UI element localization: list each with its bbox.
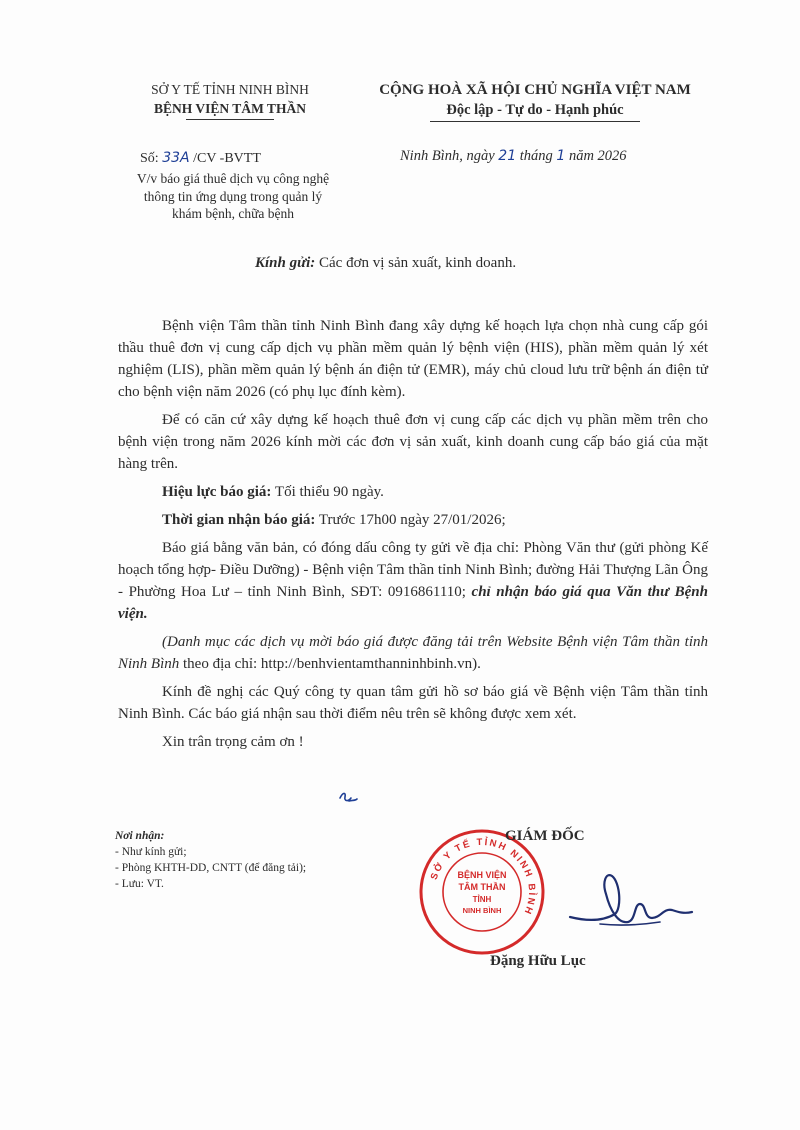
signer-name: Đặng Hữu Lục (490, 953, 586, 969)
hospital-underline (186, 119, 274, 120)
paragraph-website (118, 631, 708, 675)
motto-underline (430, 121, 640, 122)
document-number (140, 150, 261, 167)
date-month-label: tháng (519, 148, 553, 164)
hospital-name: BỆNH VIỆN TÂM THẦN (154, 101, 306, 116)
date-month: 1 (556, 148, 566, 164)
address-text: Báo giá bằng văn bản, có đóng dấu công ty gửi về địa chỉ: Phòng Văn thư (gửi phòng Kế hoạch tổng hợp- Điều Dưỡng) - Bệnh viện Tâm thần tỉnh Ninh Bình; đường Hải Thượng Lãn Ông - Phường Hoa Lư – tỉnh Ninh Bình, SĐT: 0916861110; (118, 540, 708, 600)
receiver-item: - Như kính gửi; (115, 846, 187, 858)
receiver-item: - Lưu: VT. (115, 878, 164, 890)
website-note: (Danh mục các dịch vụ mời báo giá được đăng tải trên Website Bệnh viện Tâm thần tỉnh Ninh Bình (118, 634, 708, 672)
paragraph-thanks: Xin trân trọng cảm ơn ! (162, 734, 304, 750)
official-stamp (418, 828, 546, 956)
website-address: theo địa chỉ: http://benhvientamthanninhbinh.vn). (183, 656, 481, 672)
place-date (400, 148, 627, 165)
receivers-block (115, 828, 306, 892)
signer-title: GIÁM ĐỐC (505, 828, 585, 844)
initial-mark-icon (337, 788, 359, 806)
header-left (100, 80, 360, 120)
validity-value: Tối thiểu 90 ngày. (274, 484, 384, 500)
recipient-value: Các đơn vị sản xuất, kinh doanh. (319, 255, 517, 271)
stamp-line-2: TÂM THẦN (458, 882, 506, 892)
stamp-ring-text: SỞ Y TẾ TỈNH NINH BÌNH (428, 836, 538, 918)
deadline-label: Thời gian nhận báo giá: (162, 512, 316, 528)
doc-number-suffix: /CV -BVTT (193, 151, 261, 166)
paragraph-address (118, 537, 708, 625)
stamp-line-1: BỆNH VIỆN (457, 870, 507, 880)
paragraph-validity (118, 481, 708, 503)
doc-number-prefix: Số: (140, 151, 159, 166)
paragraph-request: Kính đề nghị các Quý công ty quan tâm gửi hồ sơ báo giá về Bệnh viện Tâm thần tỉnh Ninh Bình. Các báo giá nhận sau thời điểm nêu trên sẽ không được xem xét. (118, 684, 708, 722)
motto: Độc lập - Tự do - Hạnh phúc (446, 102, 624, 118)
place-date-prefix: Ninh Bình, ngày (400, 148, 495, 164)
stamp-line-3: TỈNH (472, 895, 492, 904)
validity-label: Hiệu lực báo giá: (162, 484, 272, 500)
address-note: chỉ nhận báo giá qua Văn thư Bệnh viện. (118, 584, 708, 622)
receiver-item: - Phòng KHTH-DD, CNTT (để đăng tải); (115, 862, 307, 874)
letter-body (118, 315, 708, 759)
paragraph-intro: Bệnh viện Tâm thần tỉnh Ninh Bình đang xây dựng kế hoạch lựa chọn nhà cung cấp gói thầu thuê đơn vị cung cấp dịch vụ phần mềm quản lý bệnh viện (HIS), phần mềm quản lý xét nghiệm (LIS), phần mềm quản lý bệnh án điện tử (EMR), máy chủ cloud lưu trữ bệnh án điện tử cho bệnh viện năm 2026 (có phụ lục đính kèm). (118, 318, 708, 400)
paragraph-purpose: Để có căn cứ xây dựng kế hoạch thuê đơn vị cung cấp các dịch vụ phần mềm trên cho bệnh viện trong năm 2026 kính mời các đơn vị sản xuất, kinh doanh cung cấp báo giá của mặt hàng trên. (118, 412, 708, 472)
recipient-label: Kính gửi: (255, 255, 316, 271)
paragraph-deadline (118, 509, 708, 531)
recipient-line (255, 255, 516, 272)
agency-name: SỞ Y TẾ TỈNH NINH BÌNH (151, 82, 309, 97)
handwritten-signature (560, 862, 700, 942)
nation-name: CỘNG HOÀ XÃ HỘI CHỦ NGHĨA VIỆT NAM (379, 82, 691, 98)
doc-number-handwritten: 33A (162, 150, 190, 166)
date-day: 21 (498, 148, 517, 164)
receivers-title: Nơi nhận: (115, 830, 165, 842)
header-right (365, 80, 705, 122)
deadline-value: Trước 17h00 ngày 27/01/2026; (318, 512, 506, 528)
date-year: năm 2026 (568, 148, 627, 164)
subject-line: V/v báo giá thuê dịch vụ công nghệ thông tin ứng dụng trong quản lý khám bệnh, chữa bệnh (136, 171, 330, 221)
stamp-line-4: NINH BÌNH (462, 906, 502, 915)
